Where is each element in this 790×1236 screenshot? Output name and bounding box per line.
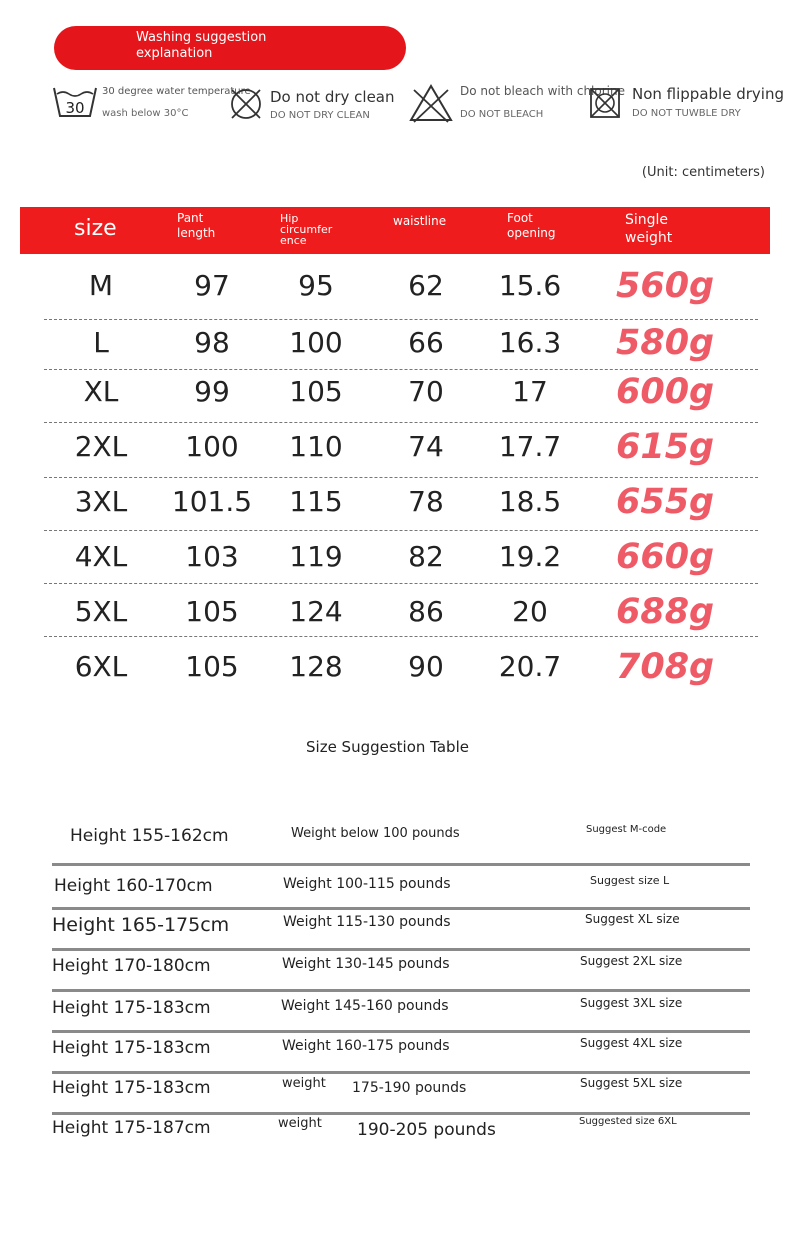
header-hip-line3: ence: [280, 234, 307, 247]
size-row: [44, 260, 758, 312]
suggestion-row: [0, 1036, 790, 1066]
suggestion-divider: [52, 1071, 750, 1074]
size-row: [44, 586, 758, 638]
suggestion-row: [0, 1116, 790, 1146]
row-divider: [44, 583, 758, 584]
bleach-subtitle: DO NOT BLEACH: [460, 109, 544, 120]
cell-waist: 78: [408, 485, 444, 518]
tumble-title: Non flippable drying: [632, 85, 784, 103]
cell-waist: 62: [408, 269, 444, 302]
cell-single-weight: 600g: [616, 372, 715, 412]
row-divider: [44, 319, 758, 320]
suggestion-height: Height 175-183cm: [52, 1078, 211, 1098]
care-item-wash: [52, 84, 251, 124]
suggestion-weight-label: weight: [278, 1116, 322, 1131]
header-hip: [280, 213, 332, 246]
size-row: [44, 421, 758, 473]
suggestion-row: [0, 824, 790, 854]
suggestion-size: Suggest 2XL size: [580, 954, 683, 968]
cell-foot: 20.7: [498, 650, 562, 683]
suggestion-weight: Weight 100-115 pounds: [283, 876, 451, 892]
cell-size: 6XL: [74, 650, 128, 683]
suggestion-height: Height 160-170cm: [54, 876, 213, 896]
row-divider: [44, 369, 758, 370]
suggestion-size: Suggest size L: [590, 874, 670, 887]
cell-hip: 105: [289, 375, 343, 408]
suggestion-height: Height 175-183cm: [52, 998, 211, 1018]
header-foot-line1: Foot: [507, 211, 533, 225]
suggestion-weight: Weight 160-175 pounds: [282, 1038, 450, 1054]
suggestion-height: Height 175-183cm: [52, 1038, 211, 1058]
suggestion-size: Suggest 3XL size: [580, 996, 683, 1010]
cell-hip: 119: [289, 540, 343, 573]
care-item-dry-clean: [228, 84, 398, 124]
cell-size: 3XL: [74, 485, 128, 518]
header-waistline: waistline: [393, 214, 447, 228]
suggestion-divider: [52, 948, 750, 951]
row-divider: [44, 636, 758, 637]
cell-foot: 20: [512, 595, 548, 628]
suggestion-title: Size Suggestion Table: [306, 738, 469, 756]
tumble-subtitle: DO NOT TUWBLE DRY: [632, 108, 741, 119]
suggestion-height: Height 155-162cm: [70, 826, 229, 846]
header-weight-line1: Single: [625, 212, 669, 228]
cell-pant-length: 98: [194, 326, 230, 359]
dry-clean-title: Do not dry clean: [270, 88, 395, 106]
cell-single-weight: 580g: [616, 323, 715, 363]
suggestion-row: [0, 874, 790, 904]
header-hip-line2: circumfer: [280, 223, 333, 236]
cell-single-weight: 615g: [616, 427, 715, 467]
cell-pant-length: 101.5: [171, 485, 253, 518]
cell-foot: 17: [512, 375, 548, 408]
suggestion-row: [0, 1076, 790, 1106]
cell-pant-length: 105: [185, 595, 239, 628]
cell-waist: 66: [408, 326, 444, 359]
suggestion-divider: [52, 1112, 750, 1115]
unit-note: (Unit: centimeters): [641, 165, 765, 180]
header-weight-line2: weight: [625, 230, 673, 246]
cell-foot: 16.3: [498, 326, 562, 359]
cell-single-weight: 708g: [616, 647, 715, 687]
suggestion-divider: [52, 989, 750, 992]
suggestion-size: Suggest M-code: [586, 824, 667, 835]
cell-waist: 74: [408, 430, 444, 463]
suggestion-size: Suggest XL size: [585, 912, 680, 926]
cell-foot: 18.5: [498, 485, 562, 518]
suggestion-height: Height 170-180cm: [52, 956, 211, 976]
cell-single-weight: 560g: [616, 266, 715, 306]
cell-pant-length: 97: [194, 269, 230, 302]
cell-size: 5XL: [74, 595, 128, 628]
suggestion-divider: [52, 1030, 750, 1033]
suggestion-weight: Weight 130-145 pounds: [282, 956, 450, 972]
no-bleach-icon: [408, 82, 454, 124]
suggestion-weight: Weight below 100 pounds: [291, 826, 460, 841]
cell-size: XL: [83, 375, 119, 408]
header-foot-line2: opening: [507, 226, 556, 240]
care-item-tumble: [588, 84, 784, 124]
suggestion-row: [0, 912, 790, 942]
banner-line-1: Washing suggestion: [136, 30, 267, 45]
suggestion-row: [0, 954, 790, 984]
dry-clean-subtitle: DO NOT DRY CLEAN: [270, 110, 370, 121]
suggestion-height: Height 175-187cm: [52, 1118, 211, 1138]
header-size: size: [74, 216, 117, 241]
suggestion-row: [0, 996, 790, 1026]
cell-single-weight: 655g: [616, 482, 715, 522]
cell-size: 2XL: [74, 430, 128, 463]
row-divider: [44, 530, 758, 531]
size-row: [44, 641, 758, 693]
header-single-weight: [625, 211, 672, 247]
wash-30-icon: [52, 84, 98, 120]
size-row: [44, 317, 758, 369]
row-divider: [44, 422, 758, 423]
cell-waist: 82: [408, 540, 444, 573]
cell-single-weight: 688g: [616, 592, 715, 632]
suggestion-weight-label: weight: [282, 1076, 326, 1091]
washing-suggestion-banner: [54, 26, 406, 70]
cell-hip: 95: [298, 269, 334, 302]
header-pant-length: [177, 212, 215, 240]
cell-waist: 70: [408, 375, 444, 408]
cell-hip: 115: [289, 485, 343, 518]
cell-size: L: [93, 326, 109, 359]
suggestion-weight-value: 175-190 pounds: [352, 1080, 467, 1096]
suggestion-height: Height 165-175cm: [52, 914, 230, 936]
suggestion-size: Suggest 4XL size: [580, 1036, 683, 1050]
size-table-header: [20, 207, 770, 254]
cell-waist: 90: [408, 650, 444, 683]
size-row: [44, 366, 758, 418]
cell-size: M: [88, 269, 114, 302]
header-pant-length-line1: Pant: [177, 211, 204, 225]
cell-hip: 124: [289, 595, 343, 628]
banner-line-2: explanation: [136, 46, 213, 61]
cell-hip: 128: [289, 650, 343, 683]
cell-foot: 17.7: [498, 430, 562, 463]
suggestion-divider: [52, 907, 750, 910]
size-row: [44, 476, 758, 528]
cell-pant-length: 103: [185, 540, 239, 573]
cell-single-weight: 660g: [616, 537, 715, 577]
bleach-title: Do not bleach with chlorine: [460, 84, 625, 98]
care-item-bleach: [408, 82, 625, 124]
header-foot-opening: [507, 212, 556, 240]
cell-foot: 19.2: [498, 540, 562, 573]
size-row: [44, 531, 758, 583]
wash-title: 30 degree water temperature: [102, 86, 251, 97]
cell-waist: 86: [408, 595, 444, 628]
header-hip-line1: Hip: [280, 212, 299, 225]
cell-pant-length: 105: [185, 650, 239, 683]
suggestion-weight: Weight 145-160 pounds: [281, 998, 449, 1014]
suggestion-size: Suggest 5XL size: [580, 1076, 683, 1090]
wash-subtitle: wash below 30°C: [102, 108, 189, 119]
no-dry-clean-icon: [228, 86, 264, 122]
suggestion-divider: [52, 863, 750, 866]
cell-pant-length: 100: [185, 430, 239, 463]
cell-hip: 100: [289, 326, 343, 359]
cell-foot: 15.6: [498, 269, 562, 302]
row-divider: [44, 477, 758, 478]
cell-hip: 110: [289, 430, 343, 463]
suggestion-size: Suggested size 6XL: [579, 1116, 677, 1127]
suggestion-weight-value: 190-205 pounds: [357, 1120, 496, 1140]
wash-temp-number: 30: [65, 99, 85, 117]
no-tumble-dry-icon: [588, 86, 622, 120]
cell-pant-length: 99: [194, 375, 230, 408]
cell-size: 4XL: [74, 540, 128, 573]
header-pant-length-line2: length: [177, 226, 216, 240]
suggestion-weight: Weight 115-130 pounds: [283, 914, 451, 930]
